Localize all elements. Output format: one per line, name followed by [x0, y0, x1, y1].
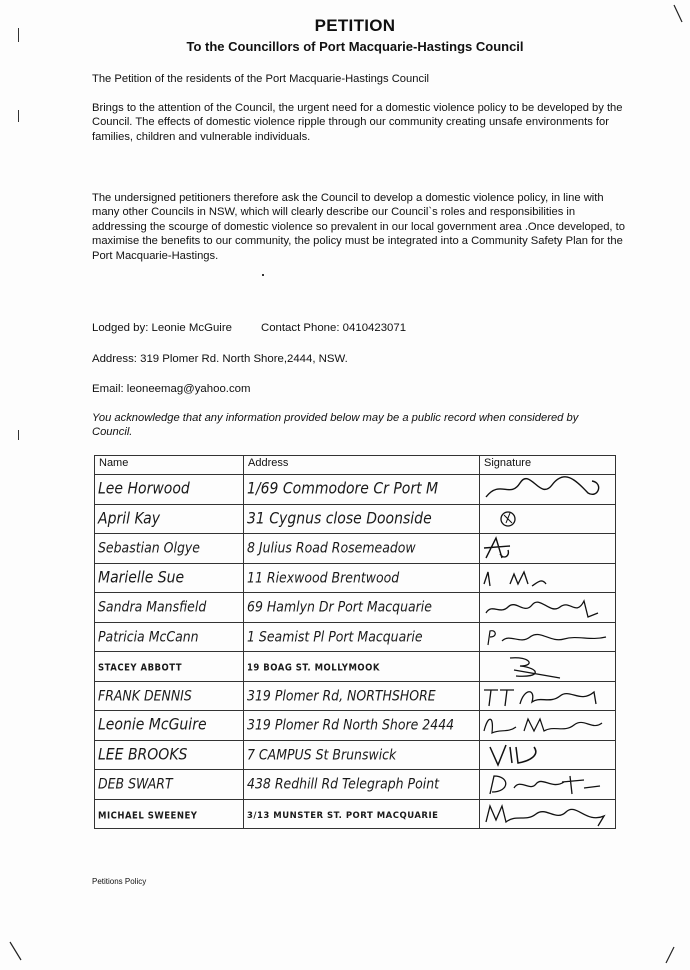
signer-address: 69 Hamlyn Dr Port Macquarie: [247, 598, 432, 616]
signer-address: 31 Cygnus close Doonside: [247, 509, 432, 528]
signer-name: April Kay: [98, 509, 160, 528]
scan-mark: [662, 945, 676, 965]
signer-address: 7 CAMPUS St Brunswick: [247, 745, 397, 763]
signer-name: STACEY ABBOTT: [98, 662, 183, 674]
signature-scribble: [480, 623, 610, 651]
signer-address: 319 Plomer Rd North Shore 2444: [247, 716, 455, 734]
table-row: [95, 681, 616, 711]
address-line: Address: 319 Plomer Rd. North Shore,2444, NSW.: [92, 353, 348, 365]
page-title: PETITION: [314, 16, 396, 35]
intro-text: The Petition of the residents of the Port Macquarie-Hastings Council: [92, 73, 430, 85]
signer-name: FRANK DENNIS: [98, 686, 192, 704]
table-row: [95, 563, 616, 593]
stray-dot: [262, 274, 264, 276]
signer-name: Lee Horwood: [98, 480, 190, 499]
table-row: [95, 770, 616, 800]
signature-scribble: [480, 770, 610, 798]
table-row: [95, 504, 616, 534]
signer-address: 8 Julius Road Rosemeadow: [247, 539, 416, 557]
signature-scribble: [480, 564, 610, 592]
margin-mark: [18, 430, 19, 440]
table-row: [95, 593, 616, 623]
signer-name: Patricia McCann: [98, 627, 199, 645]
table-row: [95, 740, 616, 770]
email-line: Email: leoneemag@yahoo.com: [92, 383, 251, 395]
signature-scribble: [480, 593, 610, 621]
signature-scribble: [480, 505, 610, 533]
table-row: [95, 534, 616, 564]
signature-scribble: [480, 475, 610, 503]
signer-name: Leonie McGuire: [98, 716, 207, 735]
signer-name: Marielle Sue: [98, 568, 185, 587]
contact-phone: Contact Phone: 0410423071: [261, 322, 407, 334]
signer-address: 1 Seamist Pl Port Macquarie: [247, 627, 423, 645]
margin-mark: [18, 110, 19, 122]
table-row: [95, 711, 616, 741]
attention-text: Brings to the attention of the Council, the urgent need for a domestic violence policy to be developed by the Council. The effects of domestic violence ripple through our community creating unsafe environments for families, children and vulnerable individuals.: [92, 102, 623, 143]
signer-name: MICHAEL SWEENEY: [98, 810, 198, 822]
table-row: [95, 652, 616, 682]
signer-address: 438 Redhill Rd Telegraph Point: [247, 775, 440, 793]
table-row: [95, 475, 616, 505]
column-header-signature: Signature: [480, 456, 616, 475]
signature-scribble: [480, 741, 610, 769]
column-header-address: Address: [244, 456, 480, 475]
signer-name: LEE BROOKS: [98, 745, 188, 764]
acknowledgement-text: You acknowledge that any information provided below may be a public record when considered by Council.: [92, 412, 579, 438]
signer-address: 19 BOAG ST. MOLLYMOOK: [247, 662, 380, 674]
signature-scribble: [480, 682, 610, 710]
signature-scribble: [480, 652, 610, 680]
footer-text: Petitions Policy: [92, 877, 147, 886]
lodged-by: Lodged by: Leonie McGuire: [92, 322, 232, 334]
table-header-row: [95, 456, 616, 475]
signature-scribble: [480, 800, 610, 828]
signature-scribble: [480, 534, 610, 562]
signer-name: Sebastian Olgye: [98, 539, 200, 557]
signer-address: 319 Plomer Rd, NORTHSHORE: [247, 686, 436, 704]
signature-table: [94, 455, 616, 829]
request-text: The undersigned petitioners therefore ask the Council to develop a domestic violence policy, in line with many other Councils in NSW, which will clearly describe our Council`s roles and responsibilities in addressing the scourge of domestic violence so prevalent in our local government area .Once developed, to maximise the benefits to our community, the policy must be integrated into a Community Safety Plan for the Port Macquarie-Hastings.: [92, 192, 625, 262]
table-row: [95, 799, 616, 829]
column-header-name: Name: [95, 456, 244, 475]
signer-address: 11 Riexwood Brentwood: [247, 568, 400, 586]
signature-scribble: [480, 711, 610, 739]
signer-name: DEB SWART: [98, 775, 173, 793]
table-row: [95, 622, 616, 652]
scan-mark: [8, 940, 24, 962]
signer-name: Sandra Mansfield: [98, 598, 207, 616]
page-subtitle: To the Councillors of Port Macquarie-Hastings Council: [186, 39, 524, 54]
signer-address: 3/13 MUNSTER ST. PORT MACQUARIE: [247, 810, 439, 821]
signer-address: 1/69 Commodore Cr Port M: [247, 480, 439, 499]
